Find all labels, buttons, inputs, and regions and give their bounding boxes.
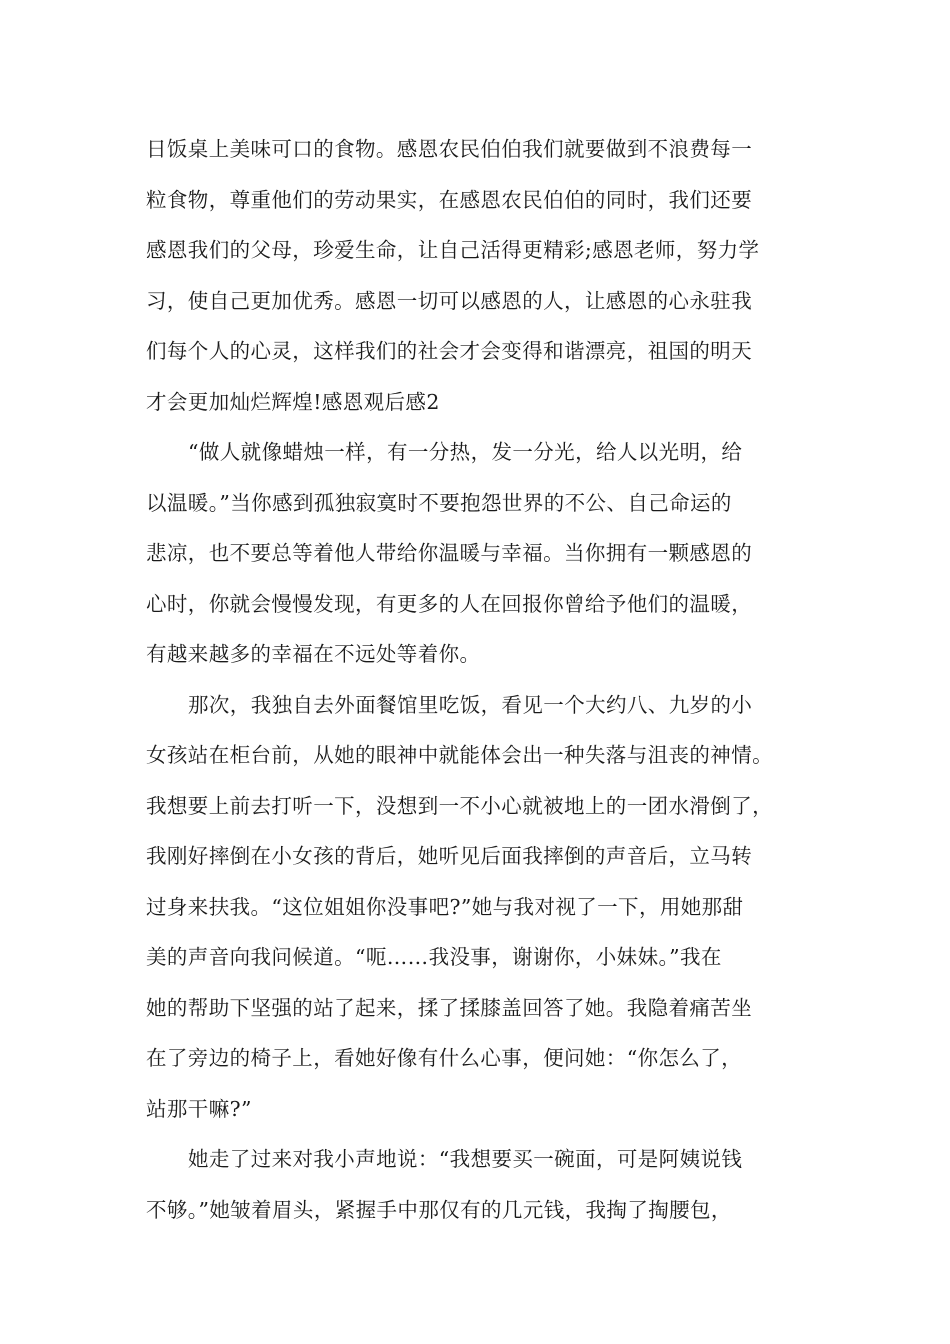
text-line: 在了旁边的椅子上，看她好像有什么心事，便问她：“你怎么了， <box>146 1046 743 1070</box>
paragraph <box>146 427 814 680</box>
paragraph <box>146 124 814 427</box>
text-line: 习，使自己更加优秀。感恩一切可以感恩的人，让感恩的心永驻我 <box>146 288 753 313</box>
paragraph <box>146 680 814 1135</box>
text-line: “做人就像蜡烛一样，有一分热，发一分光，给人以光明，给 <box>188 440 743 464</box>
text-line: 们每个人的心灵，这样我们的社会才会变得和谐漂亮，祖国的明天 <box>146 339 753 363</box>
text-line: 美的声音向我问候道。“呃……我没事，谢谢你，小妹妹。”我在 <box>146 945 722 969</box>
text-line: 悲凉，也不要总等着他人带给你温暖与幸福。当你拥有一颗感恩的 <box>146 541 753 565</box>
text-line: 她的帮助下坚强的站了起来，揉了揉膝盖回答了她。我隐着痛苦坐 <box>146 995 753 1020</box>
text-line: 以温暖。”当你感到孤独寂寞时不要抱怨世界的不公、自己命运的 <box>146 490 732 515</box>
text-line: 女孩站在柜台前，从她的眼神中就能体会出一种失落与沮丧的神情。 <box>146 743 773 767</box>
text-line: 那次，我独自去外面餐馆里吃饭，看见一个大约八、九岁的小 <box>188 692 753 717</box>
text-line: 我刚好摔倒在小女孩的背后，她听见后面我摔倒的声音后，立马转 <box>146 844 753 868</box>
text-line: 我想要上前去打听一下，没想到一不小心就被地上的一团水滑倒了， <box>146 793 773 818</box>
text-line: 日饭桌上美味可口的食物。感恩农民伯伯我们就要做到不浪费每一 <box>146 137 753 161</box>
text-line: 她走了过来对我小声地说：“我想要买一碗面，可是阿姨说钱 <box>188 1147 743 1171</box>
text-line: 不够。”她皱着眉头，紧握手中那仅有的几元钱，我掏了掏腰包， <box>146 1197 732 1222</box>
text-line: 有越来越多的幸福在不远处等着你。 <box>146 642 481 666</box>
text-line: 感恩我们的父母，珍爱生命，让自己活得更精彩;感恩老师，努力学 <box>146 238 760 262</box>
text-line: 粒食物，尊重他们的劳动果实，在感恩农民伯伯的同时，我们还要 <box>146 187 753 212</box>
text-line: 过身来扶我。“这位姐姐你没事吧?”她与我对视了一下，用她那甜 <box>146 894 744 919</box>
document-body <box>146 124 814 1235</box>
paragraph <box>146 1134 814 1235</box>
text-line: 心时，你就会慢慢发现，有更多的人在回报你曾给予他们的温暖， <box>146 591 753 616</box>
text-line: 才会更加灿烂辉煌!感恩观后感2 <box>146 389 440 414</box>
text-line: 站那干嘛?” <box>146 1096 252 1121</box>
